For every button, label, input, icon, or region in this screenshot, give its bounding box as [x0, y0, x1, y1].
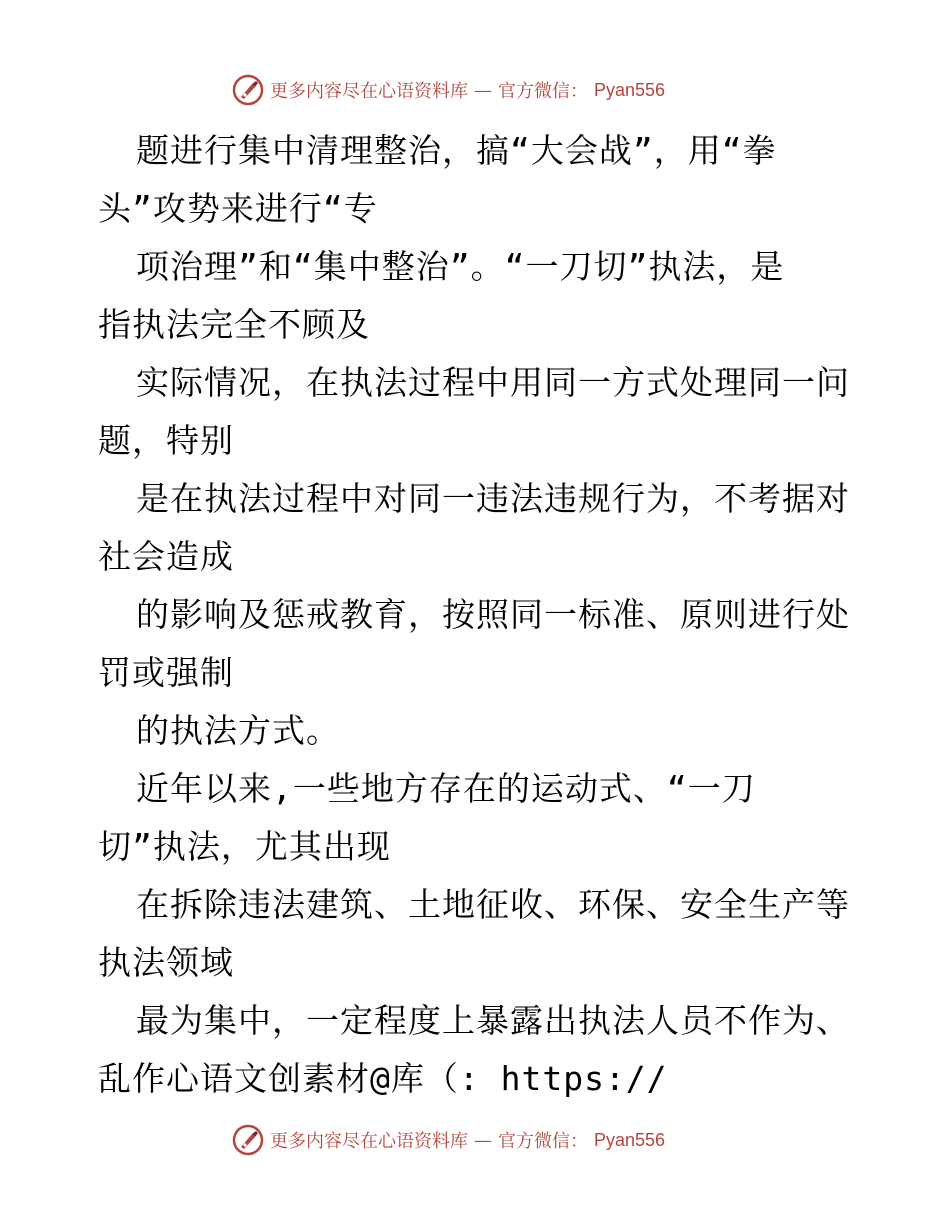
- watermark-title: 更多内容尽在心语资料库: [270, 81, 468, 102]
- text-line: 的执法方式。: [136, 711, 340, 750]
- pen-nib-logo-icon: [232, 74, 264, 106]
- watermark-wechat-id: Pyan556: [594, 79, 666, 100]
- text-line: 罚或强制: [98, 653, 234, 692]
- text-line: 项治理”和“集中整治”。“一刀切”执法，是: [136, 247, 785, 286]
- text-line: 实际情况，在执法过程中用同一方式处理同一问: [136, 363, 850, 402]
- text-line: 题进行集中清理整治，搞“大会战”，用“拳: [136, 131, 777, 170]
- watermark-title: 更多内容尽在心语资料库: [270, 1131, 468, 1152]
- watermark-separator: —: [474, 79, 492, 101]
- text-line: 在拆除违法建筑、土地征收、环保、安全生产等: [136, 885, 850, 924]
- document-body: [98, 122, 858, 1108]
- text-line: 切”执法，尤其出现: [98, 827, 391, 866]
- text-line: 头”攻势来进行“专: [98, 189, 378, 228]
- text-line: 最为集中，一定程度上暴露出执法人员不作为、: [136, 1001, 850, 1040]
- watermark-footer: [232, 1122, 712, 1158]
- text-line: 是在执法过程中对同一违法违规行为，不考据对: [136, 479, 850, 518]
- watermark-wechat-id: Pyan556: [594, 1129, 666, 1150]
- text-line: 的影响及惩戒教育，按照同一标准、原则进行处: [136, 595, 850, 634]
- watermark-wechat-label: 官方微信：: [498, 1131, 588, 1152]
- text-line: 社会造成: [98, 537, 234, 576]
- pen-nib-logo-icon: [232, 1124, 264, 1156]
- text-line: 近年以来,一些地方存在的运动式、“一刀: [136, 769, 756, 808]
- text-line: 题，特别: [98, 421, 234, 460]
- text-line: 乱作心语文创素材@库（: https://: [98, 1059, 668, 1098]
- watermark-header: [232, 72, 712, 108]
- text-line: 执法领域: [98, 943, 234, 982]
- watermark-separator: —: [474, 1129, 492, 1151]
- watermark-wechat-label: 官方微信：: [498, 81, 588, 102]
- text-line: 指执法完全不顾及: [98, 305, 370, 344]
